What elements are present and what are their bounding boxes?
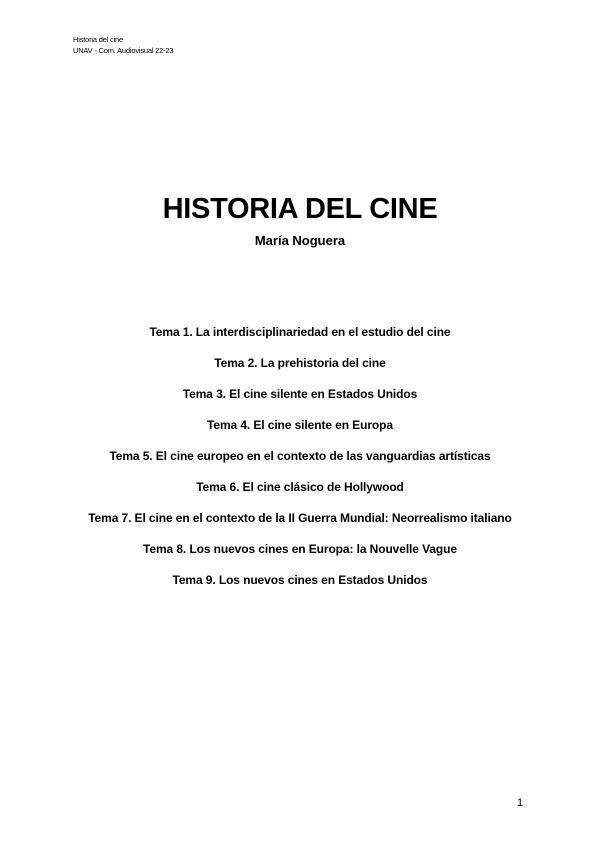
topic-item-1: Tema 1. La interdisciplinariedad en el estudio del cine	[149, 325, 451, 339]
topic-item-6: Tema 6. El cine clásico de Hollywood	[196, 480, 404, 494]
topic-item-4: Tema 4. El cine silente en Europa	[207, 418, 393, 432]
document-title: HISTORIA DEL CINE	[162, 193, 438, 225]
topic-item-7: Tema 7. El cine en el contexto de la II Guerra Mundial: Neorrealismo italiano	[88, 511, 512, 525]
topic-item-2: Tema 2. La prehistoria del cine	[214, 356, 386, 370]
header-course-info: UNAV - Com. Audiovisual 22-23	[73, 46, 174, 55]
topic-item-9: Tema 9. Los nuevos cines en Estados Unidos	[172, 573, 428, 587]
document-author: María Noguera	[254, 233, 346, 248]
page-number: 1	[517, 797, 524, 809]
topic-item-5: Tema 5. El cine europeo en el contexto de las vanguardias artísticas	[109, 449, 491, 463]
running-header	[73, 34, 173, 56]
topic-item-8: Tema 8. Los nuevos cines en Europa: la Nouvelle Vague	[143, 542, 457, 556]
topic-item-3: Tema 3. El cine silente en Estados Unidos	[182, 387, 418, 401]
topic-list	[0, 323, 600, 602]
header-course-title: Historia del cine	[73, 35, 123, 44]
